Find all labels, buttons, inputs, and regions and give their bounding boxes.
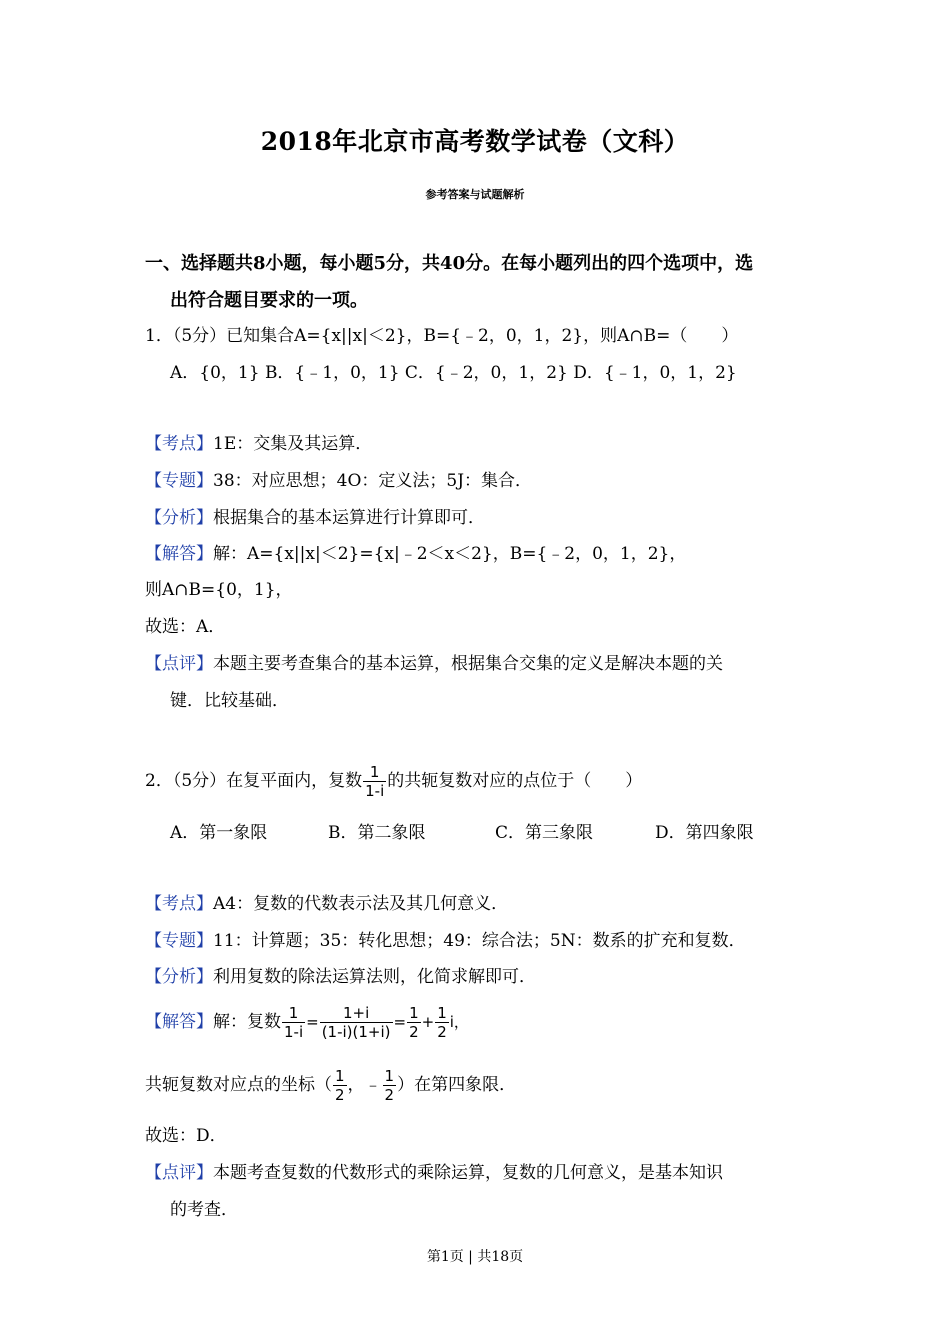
fraction <box>333 1067 347 1104</box>
q2-stem-pre: 2．（5分）在复平面内，复数 <box>145 771 363 791</box>
kaodian-text: 1E：交集及其运算． <box>213 434 373 454</box>
q2-jieda <box>145 1004 469 1041</box>
section-heading-line1: 一、选择题共8小题，每小题5分，共40分。在每小题列出的四个选项中，选 <box>145 253 754 274</box>
jieda-text: 解：复数 <box>213 1012 281 1032</box>
fenxi-text: 利用复数的除法运算法则，化简求解即可． <box>213 967 536 987</box>
q1-options: A．{0，1} B．{﹣1，0，1} C．{﹣2，0，1，2} D．{﹣1，0，1，2} <box>170 363 737 383</box>
page-subtitle: 参考答案与试题解析 <box>425 188 525 201</box>
jieda-text: 解：A={x||x|＜2}={x|﹣2＜x＜2}，B={﹣2，0，1，2}， <box>213 544 687 564</box>
q2-jieda-line3: 故选：D． <box>145 1126 227 1146</box>
q2-kaodian <box>145 892 508 916</box>
fraction <box>435 1004 449 1041</box>
dianping-tag: 【点评】 <box>145 654 213 674</box>
fraction-numerator: 1 <box>409 1004 419 1022</box>
dianping-tag: 【点评】 <box>145 1163 213 1183</box>
fraction-denominator: 2 <box>335 1086 345 1104</box>
fraction-numerator: 1 <box>437 1004 447 1022</box>
kaodian-tag: 【考点】 <box>145 434 213 454</box>
coord-mid: ，﹣ <box>347 1075 382 1095</box>
option-d: D．第四象限 <box>655 823 754 843</box>
q1-stem: 1．（5分）已知集合A={x||x|＜2}，B={﹣2，0，1，2}，则A∩B=（ ） <box>145 326 739 346</box>
jieda-tag: 【解答】 <box>145 1012 213 1032</box>
q2-dianping <box>145 1161 723 1185</box>
zhuanti-tag: 【专题】 <box>145 471 213 491</box>
equals-sign: = <box>306 1013 319 1031</box>
zhuanti-text: 11：计算题；35：转化思想；49：综合法；5N：数系的扩充和复数． <box>213 931 746 951</box>
fraction-numerator: 1 <box>282 1004 305 1023</box>
q2-stem <box>145 763 642 800</box>
q2-stem-post: 的共轭复数对应的点位于（ ） <box>387 771 643 791</box>
section-heading-line2: 出符合题目要求的一项。 <box>170 290 368 311</box>
imaginary-unit: i， <box>449 1013 469 1031</box>
fraction <box>383 1067 397 1104</box>
q1-jieda-line3: 故选：A． <box>145 617 226 637</box>
coord-post: ）在第四象限． <box>397 1075 517 1095</box>
option-a: A．第一象限 <box>170 823 268 843</box>
zhuanti-text: 38：对应思想；4O：定义法；5J：集合． <box>213 471 533 491</box>
fraction-numerator: 1 <box>363 763 386 782</box>
zhuanti-tag: 【专题】 <box>145 931 213 951</box>
fenxi-tag: 【分析】 <box>145 508 213 528</box>
fraction <box>407 1004 421 1041</box>
kaodian-text: A4：复数的代数表示法及其几何意义． <box>213 894 509 914</box>
q1-zhuanti <box>145 469 532 493</box>
q1-dianping-line2: 键．比较基础． <box>170 691 289 711</box>
fraction-denominator: 2 <box>437 1023 447 1041</box>
fraction-denominator: 1-i <box>365 782 385 800</box>
option-c: C．第三象限 <box>495 823 594 843</box>
option-b: B．第二象限 <box>328 823 426 843</box>
fenxi-text: 根据集合的基本运算进行计算即可． <box>213 508 485 528</box>
q1-jieda-line2: 则A∩B={0，1}， <box>145 580 293 600</box>
fraction-numerator: 1 <box>384 1067 395 1085</box>
fraction <box>320 1004 393 1041</box>
q1-dianping <box>145 652 723 676</box>
fenxi-tag: 【分析】 <box>145 967 213 987</box>
dianping-text: 本题考查复数的代数形式的乘除运算，复数的几何意义，是基本知识 <box>213 1163 723 1183</box>
fraction-denominator: (1-i)(1+i) <box>321 1023 391 1041</box>
jieda-tag: 【解答】 <box>145 544 213 564</box>
fraction <box>363 763 386 800</box>
q2-fenxi <box>145 965 536 989</box>
q2-zhuanti <box>145 929 746 953</box>
q1-fenxi <box>145 506 485 530</box>
fraction-numerator: 1+i <box>320 1004 393 1023</box>
kaodian-tag: 【考点】 <box>145 894 213 914</box>
page-title: 2018年北京市高考数学试卷（文科） <box>260 127 690 156</box>
plus-sign: + <box>421 1013 435 1031</box>
q2-dianping-line2: 的考查． <box>170 1200 238 1220</box>
equals-sign: = <box>393 1013 407 1031</box>
page-footer: 第1页 | 共18页 <box>426 1249 524 1265</box>
fraction-denominator: 2 <box>384 1086 395 1104</box>
fraction-denominator: 2 <box>409 1023 419 1041</box>
coord-pre: 共轭复数对应点的坐标（ <box>145 1075 332 1095</box>
q2-options <box>170 821 754 845</box>
fraction <box>282 1004 305 1041</box>
q1-jieda <box>145 542 686 566</box>
section-heading <box>145 245 815 319</box>
fraction-numerator: 1 <box>335 1067 345 1085</box>
dianping-text: 本题主要考查集合的基本运算，根据集合交集的定义是解决本题的关 <box>213 654 723 674</box>
fraction-denominator: 1-i <box>284 1023 304 1041</box>
q2-coordinate <box>145 1067 516 1104</box>
q1-kaodian <box>145 432 372 456</box>
